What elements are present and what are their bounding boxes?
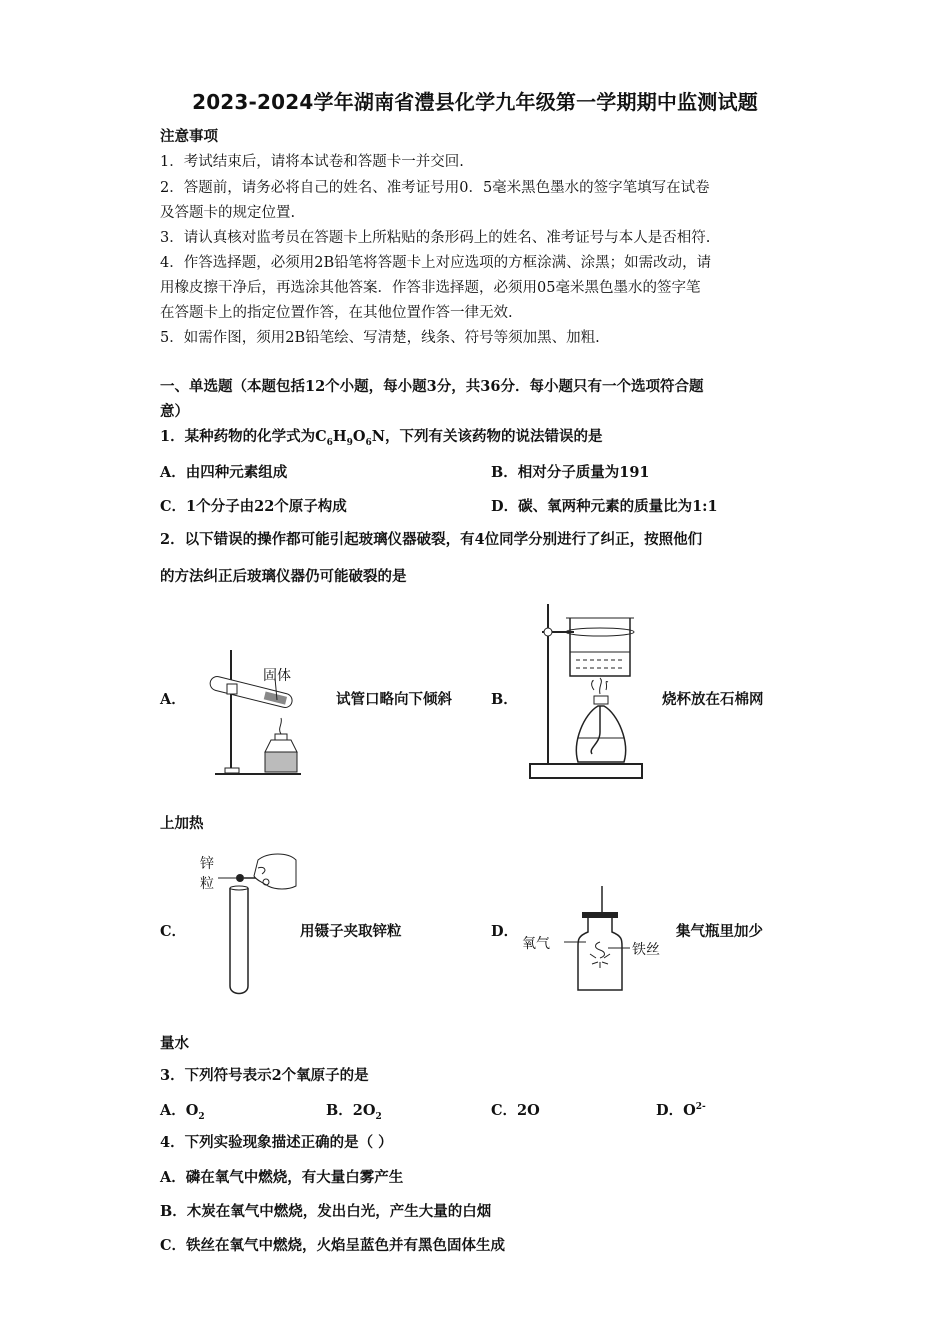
q4-option-a: A．磷在氧气中燃烧，有大量白雾产生 (160, 1169, 404, 1186)
q2-option-c-label: C． (160, 923, 187, 940)
iron-wire-oxygen-figure (520, 884, 670, 996)
q2-option-b-caption: 烧杯放在石棉网 (662, 691, 764, 708)
q2-option-a-label: A． (160, 691, 186, 708)
q2-option-b-caption-cont: 上加热 (160, 815, 204, 832)
q3-option-d: D．$O^{2-}$ (656, 1102, 706, 1119)
q1-stem: 1．某种药物的化学式为$C_6H_9O_6N$，下列有关该药物的说法错误的是 (160, 428, 603, 448)
heating-test-tube-figure (205, 648, 325, 780)
q1-option-d: D．碳、氧两种元素的质量比为1:1 (491, 498, 718, 515)
notice-line: 在答题卡上的指定位置作答，在其他位置作答一律无效. (160, 305, 513, 321)
zinc-label-2: 粒 (200, 876, 214, 892)
notice-heading: 注意事项 (160, 128, 218, 145)
q3-option-a: A．$O_2$ (160, 1102, 205, 1122)
q1-option-b: B．相对分子质量为191 (491, 464, 650, 481)
q2-stem-cont: 的方法纠正后玻璃仪器仍可能破裂的是 (160, 568, 407, 585)
notice-line: 5．如需作图，须用2B铅笔绘、写清楚，线条、符号等须加黑、加粗. (160, 330, 600, 346)
section-heading: 一、单选题（本题包括12个小题，每小题3分，共36分．每小题只有一个选项符合题 (160, 378, 704, 395)
notice-line: 1．考试结束后，请将本试卷和答题卡一并交回. (160, 154, 464, 170)
notice-line: 2．答题前，请务必将自己的姓名、准考证号用0．5毫米黑色墨水的签字笔填写在试卷 (160, 180, 710, 196)
zinc-label-1: 锌 (200, 856, 214, 872)
q3-stem: 3．下列符号表示2个氧原子的是 (160, 1067, 369, 1084)
q2-option-d-label: D． (491, 923, 519, 940)
q2-option-c-caption: 用镊子夹取锌粒 (300, 923, 402, 940)
page-title: 2023-2024学年湖南省澧县化学九年级第一学期期中监测试题 (192, 90, 758, 114)
section-heading-cont: 意） (160, 403, 189, 420)
iron-wire-label: 铁丝 (632, 942, 660, 958)
q2-option-d-caption: 集气瓶里加少 (676, 923, 763, 940)
q3-option-c: C．2O (491, 1102, 540, 1119)
q4-option-b: B．木炭在氧气中燃烧，发出白光，产生大量的白烟 (160, 1203, 492, 1220)
notice-line: 及答题卡的规定位置. (160, 205, 296, 221)
zinc-tweezers-figure (196, 850, 300, 996)
q1-option-a: A．由四种元素组成 (160, 464, 288, 481)
q2-stem: 2．以下错误的操作都可能引起玻璃仪器破裂，有4位同学分别进行了纠正，按照他们 (160, 531, 703, 548)
notice-line: 4．作答选择题，必须用2B铅笔将答题卡上对应选项的方框涂满、涂黑；如需改动，请 (160, 255, 712, 271)
notice-line: 3．请认真核对监考员在答题卡上所粘贴的条形码上的姓名、准考证号与本人是否相符. (160, 230, 711, 246)
oxygen-label: 氧气 (522, 936, 550, 952)
q2-option-d-caption-cont: 量水 (160, 1035, 189, 1052)
q2-option-b-label: B． (491, 691, 518, 708)
q4-stem: 4．下列实验现象描述正确的是（ ） (160, 1134, 393, 1151)
notice-line: 用橡皮擦干净后，再选涂其他答案．作答非选择题，必须用05毫米黑色墨水的签字笔 (160, 280, 701, 296)
solid-label: 固体 (263, 668, 291, 684)
q2-option-a-caption: 试管口略向下倾斜 (336, 691, 452, 708)
q3-option-b: B．$2O_2$ (326, 1102, 382, 1122)
beaker-heating-figure (528, 602, 646, 782)
q1-option-c: C．1个分子由22个原子构成 (160, 498, 347, 515)
q4-option-c: C．铁丝在氧气中燃烧，火焰呈蓝色并有黑色固体生成 (160, 1237, 506, 1254)
